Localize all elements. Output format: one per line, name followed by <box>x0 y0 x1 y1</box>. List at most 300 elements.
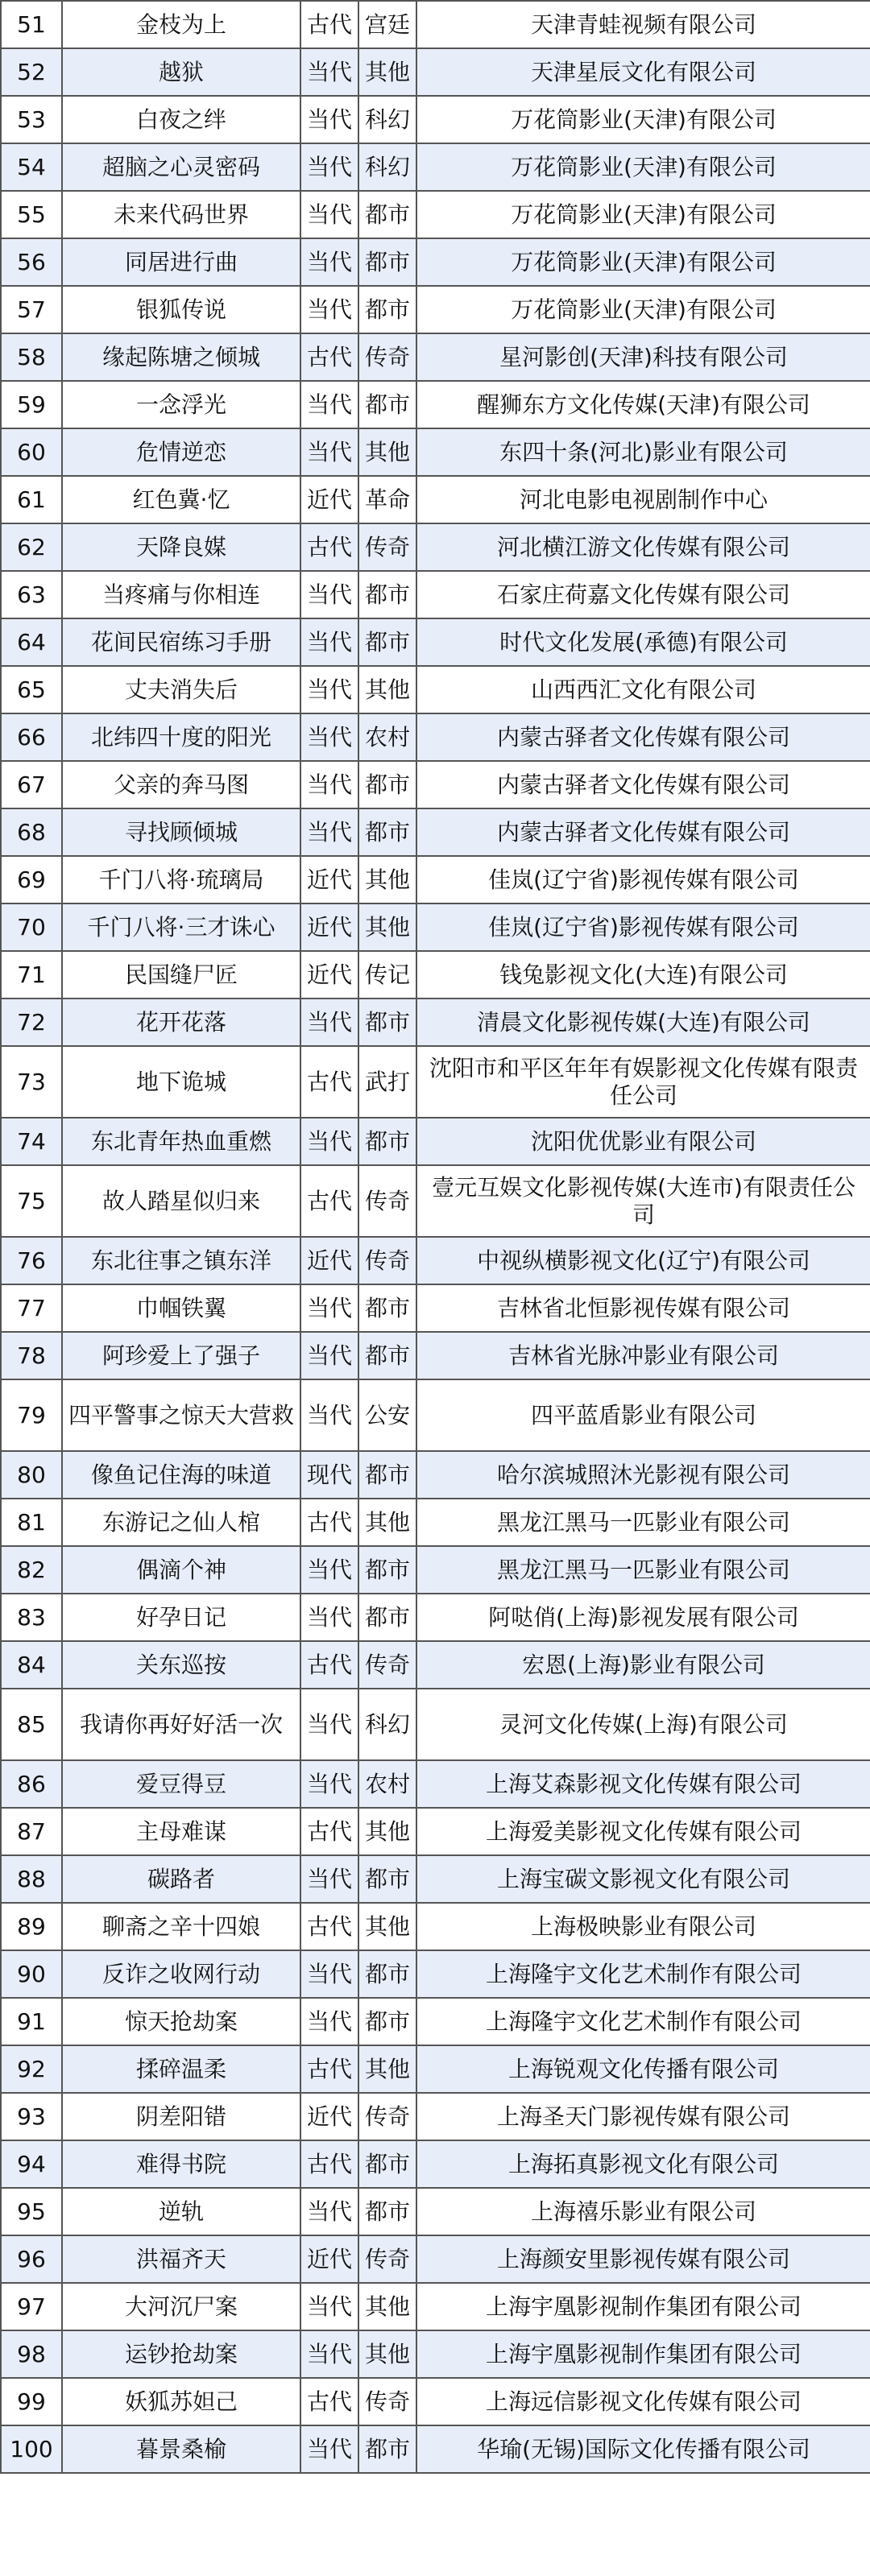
era-cell: 当代 <box>300 713 358 761</box>
row-number: 76 <box>1 1237 62 1284</box>
company-cell: 上海艾森影视文化传媒有限公司 <box>416 1760 870 1808</box>
company-cell: 上海宝碳文影视文化有限公司 <box>416 1855 870 1903</box>
table-row <box>1 381 870 428</box>
era-cell: 当代 <box>300 1546 358 1594</box>
row-number: 99 <box>1 2378 62 2425</box>
company-cell: 万花筒影业(天津)有限公司 <box>416 96 870 143</box>
title-cell: 惊天抢劫案 <box>62 1998 300 2045</box>
company-cell: 上海隆宇文化艺术制作有限公司 <box>416 1998 870 2045</box>
table-row <box>1 1284 870 1332</box>
row-number: 100 <box>1 2425 62 2473</box>
genre-cell: 其他 <box>358 903 416 951</box>
row-number: 59 <box>1 381 62 428</box>
row-number: 51 <box>1 1 62 48</box>
genre-cell: 都市 <box>358 2188 416 2235</box>
era-cell: 近代 <box>300 856 358 903</box>
company-cell: 内蒙古驿者文化传媒有限公司 <box>416 761 870 808</box>
row-number: 82 <box>1 1546 62 1594</box>
company-cell: 天津青蛙视频有限公司 <box>416 1 870 48</box>
era-cell: 当代 <box>300 1689 358 1760</box>
genre-cell: 传奇 <box>358 1641 416 1689</box>
title-cell: 危情逆恋 <box>62 428 300 476</box>
genre-cell: 都市 <box>358 1451 416 1499</box>
row-number: 56 <box>1 238 62 286</box>
table-row <box>1 48 870 96</box>
company-cell: 宏恩(上海)影业有限公司 <box>416 1641 870 1689</box>
table-row <box>1 1332 870 1379</box>
genre-cell: 科幻 <box>358 1689 416 1760</box>
genre-cell: 都市 <box>358 1998 416 2045</box>
row-number: 77 <box>1 1284 62 1332</box>
table-row <box>1 1808 870 1855</box>
company-cell: 上海禧乐影业有限公司 <box>416 2188 870 2235</box>
row-number: 61 <box>1 476 62 523</box>
row-number: 92 <box>1 2045 62 2093</box>
genre-cell: 都市 <box>358 618 416 666</box>
row-number: 74 <box>1 1118 62 1165</box>
title-cell: 运钞抢劫案 <box>62 2330 300 2378</box>
table-row <box>1 286 870 333</box>
company-cell: 万花筒影业(天津)有限公司 <box>416 286 870 333</box>
row-number: 78 <box>1 1332 62 1379</box>
row-number: 70 <box>1 903 62 951</box>
table-row <box>1 1118 870 1165</box>
era-cell: 当代 <box>300 1118 358 1165</box>
table-row <box>1 191 870 238</box>
era-cell: 古代 <box>300 2140 358 2188</box>
genre-cell: 农村 <box>358 1760 416 1808</box>
table-row <box>1 1689 870 1760</box>
row-number: 91 <box>1 1998 62 2045</box>
era-cell: 当代 <box>300 1998 358 2045</box>
row-number: 81 <box>1 1499 62 1546</box>
table-row <box>1 951 870 999</box>
genre-cell: 武打 <box>358 1046 416 1118</box>
title-cell: 阿珍爱上了强子 <box>62 1332 300 1379</box>
title-cell: 当疼痛与你相连 <box>62 571 300 618</box>
era-cell: 当代 <box>300 2425 358 2473</box>
title-cell: 花开花落 <box>62 999 300 1046</box>
era-cell: 当代 <box>300 2188 358 2235</box>
company-cell: 河北电影电视剧制作中心 <box>416 476 870 523</box>
genre-cell: 都市 <box>358 808 416 856</box>
table-row <box>1 666 870 713</box>
table-row <box>1 2093 870 2140</box>
era-cell: 近代 <box>300 2093 358 2140</box>
genre-cell: 都市 <box>358 191 416 238</box>
genre-cell: 其他 <box>358 428 416 476</box>
title-cell: 父亲的奔马图 <box>62 761 300 808</box>
table-row <box>1 1379 870 1451</box>
title-cell: 关东巡按 <box>62 1641 300 1689</box>
genre-cell: 其他 <box>358 1499 416 1546</box>
table-row <box>1 1499 870 1546</box>
era-cell: 古代 <box>300 2378 358 2425</box>
genre-cell: 传奇 <box>358 2093 416 2140</box>
title-cell: 红色冀·忆 <box>62 476 300 523</box>
genre-cell: 革命 <box>358 476 416 523</box>
company-cell: 上海拓真影视文化有限公司 <box>416 2140 870 2188</box>
table-row <box>1 1950 870 1998</box>
era-cell: 当代 <box>300 666 358 713</box>
row-number: 52 <box>1 48 62 96</box>
company-cell: 黑龙江黑马一匹影业有限公司 <box>416 1546 870 1594</box>
era-cell: 古代 <box>300 1 358 48</box>
era-cell: 当代 <box>300 761 358 808</box>
genre-cell: 都市 <box>358 1118 416 1165</box>
era-cell: 当代 <box>300 1332 358 1379</box>
row-number: 95 <box>1 2188 62 2235</box>
genre-cell: 其他 <box>358 666 416 713</box>
row-number: 64 <box>1 618 62 666</box>
company-cell: 佳岚(辽宁省)影视传媒有限公司 <box>416 856 870 903</box>
era-cell: 当代 <box>300 96 358 143</box>
title-cell: 主母难谋 <box>62 1808 300 1855</box>
genre-cell: 其他 <box>358 856 416 903</box>
genre-cell: 其他 <box>358 48 416 96</box>
company-cell: 星河影创(天津)科技有限公司 <box>416 333 870 381</box>
company-cell: 沈阳优优影业有限公司 <box>416 1118 870 1165</box>
company-cell: 上海远信影视文化传媒有限公司 <box>416 2378 870 2425</box>
title-cell: 偶滴个神 <box>62 1546 300 1594</box>
table-row <box>1 1641 870 1689</box>
era-cell: 现代 <box>300 1451 358 1499</box>
table-row <box>1 523 870 571</box>
row-number: 87 <box>1 1808 62 1855</box>
title-cell: 聊斋之辛十四娘 <box>62 1903 300 1950</box>
row-number: 65 <box>1 666 62 713</box>
title-cell: 地下诡城 <box>62 1046 300 1118</box>
title-cell: 天降良媒 <box>62 523 300 571</box>
title-cell: 故人踏星似归来 <box>62 1165 300 1237</box>
table-row <box>1 428 870 476</box>
title-cell: 大河沉尸案 <box>62 2283 300 2330</box>
row-number: 86 <box>1 1760 62 1808</box>
title-cell: 寻找顾倾城 <box>62 808 300 856</box>
row-number: 79 <box>1 1379 62 1451</box>
table-row <box>1 1594 870 1641</box>
table-row <box>1 333 870 381</box>
table-row <box>1 2425 870 2473</box>
title-cell: 花间民宿练习手册 <box>62 618 300 666</box>
table-row <box>1 808 870 856</box>
era-cell: 古代 <box>300 333 358 381</box>
company-cell: 上海圣天门影视传媒有限公司 <box>416 2093 870 2140</box>
row-number: 66 <box>1 713 62 761</box>
company-cell: 吉林省光脉冲影业有限公司 <box>416 1332 870 1379</box>
company-cell: 灵河文化传媒(上海)有限公司 <box>416 1689 870 1760</box>
era-cell: 当代 <box>300 1760 358 1808</box>
era-cell: 古代 <box>300 1903 358 1950</box>
row-number: 58 <box>1 333 62 381</box>
genre-cell: 都市 <box>358 1950 416 1998</box>
title-cell: 巾帼铁翼 <box>62 1284 300 1332</box>
era-cell: 当代 <box>300 808 358 856</box>
era-cell: 古代 <box>300 1808 358 1855</box>
company-cell: 上海颜安里影视传媒有限公司 <box>416 2235 870 2283</box>
genre-cell: 都市 <box>358 381 416 428</box>
company-cell: 上海锐观文化传播有限公司 <box>416 2045 870 2093</box>
row-number: 60 <box>1 428 62 476</box>
company-cell: 内蒙古驿者文化传媒有限公司 <box>416 808 870 856</box>
genre-cell: 其他 <box>358 1903 416 1950</box>
company-cell: 河北横江游文化传媒有限公司 <box>416 523 870 571</box>
title-cell: 像鱼记住海的味道 <box>62 1451 300 1499</box>
era-cell: 近代 <box>300 951 358 999</box>
table-row <box>1 2283 870 2330</box>
genre-cell: 都市 <box>358 1594 416 1641</box>
era-cell: 当代 <box>300 571 358 618</box>
company-cell: 清晨文化影视传媒(大连)有限公司 <box>416 999 870 1046</box>
table-row <box>1 999 870 1046</box>
row-number: 54 <box>1 143 62 191</box>
row-number: 90 <box>1 1950 62 1998</box>
title-cell: 千门八将·琉璃局 <box>62 856 300 903</box>
row-number: 83 <box>1 1594 62 1641</box>
table-row <box>1 1237 870 1284</box>
row-number: 71 <box>1 951 62 999</box>
table-row <box>1 1998 870 2045</box>
genre-cell: 都市 <box>358 1332 416 1379</box>
genre-cell: 都市 <box>358 999 416 1046</box>
table-row <box>1 96 870 143</box>
title-cell: 银狐传说 <box>62 286 300 333</box>
genre-cell: 农村 <box>358 713 416 761</box>
era-cell: 当代 <box>300 381 358 428</box>
genre-cell: 都市 <box>358 2425 416 2473</box>
title-cell: 暮景桑榆 <box>62 2425 300 2473</box>
company-cell: 时代文化发展(承德)有限公司 <box>416 618 870 666</box>
era-cell: 近代 <box>300 903 358 951</box>
table-row <box>1 1165 870 1237</box>
company-cell: 万花筒影业(天津)有限公司 <box>416 191 870 238</box>
row-number: 80 <box>1 1451 62 1499</box>
genre-cell: 都市 <box>358 2140 416 2188</box>
title-cell: 碳路者 <box>62 1855 300 1903</box>
company-cell: 天津星辰文化有限公司 <box>416 48 870 96</box>
era-cell: 当代 <box>300 191 358 238</box>
row-number: 94 <box>1 2140 62 2188</box>
company-cell: 阿哒俏(上海)影视发展有限公司 <box>416 1594 870 1641</box>
company-cell: 中视纵横影视文化(辽宁)有限公司 <box>416 1237 870 1284</box>
row-number: 67 <box>1 761 62 808</box>
title-cell: 揉碎温柔 <box>62 2045 300 2093</box>
table-row <box>1 238 870 286</box>
table-row <box>1 1451 870 1499</box>
company-cell: 万花筒影业(天津)有限公司 <box>416 143 870 191</box>
company-cell: 吉林省北恒影视传媒有限公司 <box>416 1284 870 1332</box>
row-number: 89 <box>1 1903 62 1950</box>
title-cell: 我请你再好好活一次 <box>62 1689 300 1760</box>
genre-cell: 其他 <box>358 2330 416 2378</box>
title-cell: 妖狐苏妲己 <box>62 2378 300 2425</box>
table-row <box>1 143 870 191</box>
genre-cell: 传记 <box>358 951 416 999</box>
title-cell: 民国缝尸匠 <box>62 951 300 999</box>
row-number: 55 <box>1 191 62 238</box>
company-cell: 上海隆宇文化艺术制作有限公司 <box>416 1950 870 1998</box>
row-number: 57 <box>1 286 62 333</box>
title-cell: 逆轨 <box>62 2188 300 2235</box>
title-cell: 超脑之心灵密码 <box>62 143 300 191</box>
table-row <box>1 2378 870 2425</box>
title-cell: 同居进行曲 <box>62 238 300 286</box>
era-cell: 当代 <box>300 618 358 666</box>
row-number: 69 <box>1 856 62 903</box>
genre-cell: 都市 <box>358 761 416 808</box>
genre-cell: 传奇 <box>358 333 416 381</box>
era-cell: 当代 <box>300 1594 358 1641</box>
row-number: 84 <box>1 1641 62 1689</box>
era-cell: 当代 <box>300 238 358 286</box>
company-cell: 壹元互娱文化影视传媒(大连市)有限责任公司 <box>416 1165 870 1237</box>
table-row <box>1 2045 870 2093</box>
row-number: 96 <box>1 2235 62 2283</box>
genre-cell: 传奇 <box>358 523 416 571</box>
title-cell: 四平警事之惊天大营救 <box>62 1379 300 1451</box>
title-cell: 北纬四十度的阳光 <box>62 713 300 761</box>
row-number: 62 <box>1 523 62 571</box>
title-cell: 金枝为上 <box>62 1 300 48</box>
era-cell: 当代 <box>300 2330 358 2378</box>
genre-cell: 都市 <box>358 238 416 286</box>
row-number: 73 <box>1 1046 62 1118</box>
title-cell: 阴差阳错 <box>62 2093 300 2140</box>
table-row <box>1 903 870 951</box>
era-cell: 当代 <box>300 143 358 191</box>
title-cell: 爱豆得豆 <box>62 1760 300 1808</box>
genre-cell: 宫廷 <box>358 1 416 48</box>
company-cell: 山西西汇文化有限公司 <box>416 666 870 713</box>
row-number: 63 <box>1 571 62 618</box>
title-cell: 东北往事之镇东洋 <box>62 1237 300 1284</box>
title-cell: 东北青年热血重燃 <box>62 1118 300 1165</box>
table-row <box>1 618 870 666</box>
genre-cell: 都市 <box>358 1855 416 1903</box>
genre-cell: 科幻 <box>358 143 416 191</box>
era-cell: 近代 <box>300 2235 358 2283</box>
table-row <box>1 2235 870 2283</box>
table-row <box>1 2188 870 2235</box>
table-row <box>1 856 870 903</box>
company-cell: 石家庄荷嘉文化传媒有限公司 <box>416 571 870 618</box>
company-cell: 上海极映影业有限公司 <box>416 1903 870 1950</box>
genre-cell: 其他 <box>358 2283 416 2330</box>
title-cell: 缘起陈塘之倾城 <box>62 333 300 381</box>
company-cell: 上海宇凰影视制作集团有限公司 <box>416 2330 870 2378</box>
row-number: 53 <box>1 96 62 143</box>
era-cell: 古代 <box>300 1046 358 1118</box>
title-cell: 好孕日记 <box>62 1594 300 1641</box>
genre-cell: 其他 <box>358 2045 416 2093</box>
row-number: 98 <box>1 2330 62 2378</box>
era-cell: 当代 <box>300 286 358 333</box>
era-cell: 近代 <box>300 476 358 523</box>
era-cell: 当代 <box>300 48 358 96</box>
era-cell: 当代 <box>300 1855 358 1903</box>
table-row <box>1 1903 870 1950</box>
company-cell: 华瑜(无锡)国际文化传播有限公司 <box>416 2425 870 2473</box>
title-cell: 千门八将·三才诛心 <box>62 903 300 951</box>
row-number: 97 <box>1 2283 62 2330</box>
table-row <box>1 1760 870 1808</box>
era-cell: 古代 <box>300 523 358 571</box>
title-cell: 洪福齐天 <box>62 2235 300 2283</box>
company-cell: 沈阳市和平区年年有娱影视文化传媒有限责任公司 <box>416 1046 870 1118</box>
genre-cell: 传奇 <box>358 2235 416 2283</box>
era-cell: 古代 <box>300 1641 358 1689</box>
era-cell: 当代 <box>300 428 358 476</box>
company-cell: 东四十条(河北)影业有限公司 <box>416 428 870 476</box>
genre-cell: 都市 <box>358 1546 416 1594</box>
table-row <box>1 2330 870 2378</box>
genre-cell: 都市 <box>358 571 416 618</box>
row-number: 93 <box>1 2093 62 2140</box>
row-number: 72 <box>1 999 62 1046</box>
genre-cell: 公安 <box>358 1379 416 1451</box>
row-number: 68 <box>1 808 62 856</box>
row-number: 85 <box>1 1689 62 1760</box>
table-row <box>1 476 870 523</box>
table-body <box>1 1 870 2473</box>
company-cell: 醒狮东方文化传媒(天津)有限公司 <box>416 381 870 428</box>
era-cell: 古代 <box>300 1499 358 1546</box>
table-row <box>1 713 870 761</box>
company-cell: 上海宇凰影视制作集团有限公司 <box>416 2283 870 2330</box>
company-cell: 上海爱美影视文化传媒有限公司 <box>416 1808 870 1855</box>
genre-cell: 都市 <box>358 286 416 333</box>
genre-cell: 传奇 <box>358 2378 416 2425</box>
company-cell: 钱兔影视文化(大连)有限公司 <box>416 951 870 999</box>
title-cell: 一念浮光 <box>62 381 300 428</box>
table-row <box>1 2140 870 2188</box>
table-row <box>1 1046 870 1118</box>
table-row <box>1 1546 870 1594</box>
company-cell: 佳岚(辽宁省)影视传媒有限公司 <box>416 903 870 951</box>
genre-cell: 其他 <box>358 1808 416 1855</box>
title-cell: 难得书院 <box>62 2140 300 2188</box>
title-cell: 未来代码世界 <box>62 191 300 238</box>
era-cell: 当代 <box>300 999 358 1046</box>
company-cell: 内蒙古驿者文化传媒有限公司 <box>416 713 870 761</box>
era-cell: 古代 <box>300 1165 358 1237</box>
table-row <box>1 761 870 808</box>
title-cell: 丈夫消失后 <box>62 666 300 713</box>
era-cell: 近代 <box>300 1237 358 1284</box>
genre-cell: 传奇 <box>358 1237 416 1284</box>
company-cell: 黑龙江黑马一匹影业有限公司 <box>416 1499 870 1546</box>
era-cell: 古代 <box>300 2045 358 2093</box>
title-cell: 东游记之仙人棺 <box>62 1499 300 1546</box>
row-number: 75 <box>1 1165 62 1237</box>
era-cell: 当代 <box>300 1950 358 1998</box>
company-cell: 哈尔滨城照沐光影视有限公司 <box>416 1451 870 1499</box>
table-row <box>1 1 870 48</box>
title-cell: 白夜之绊 <box>62 96 300 143</box>
genre-cell: 都市 <box>358 1284 416 1332</box>
genre-cell: 科幻 <box>358 96 416 143</box>
table-row <box>1 571 870 618</box>
era-cell: 当代 <box>300 1379 358 1451</box>
era-cell: 当代 <box>300 1284 358 1332</box>
title-cell: 反诈之收网行动 <box>62 1950 300 1998</box>
genre-cell: 传奇 <box>358 1165 416 1237</box>
era-cell: 当代 <box>300 2283 358 2330</box>
company-cell: 四平蓝盾影业有限公司 <box>416 1379 870 1451</box>
table-row <box>1 1855 870 1903</box>
row-number: 88 <box>1 1855 62 1903</box>
title-cell: 越狱 <box>62 48 300 96</box>
